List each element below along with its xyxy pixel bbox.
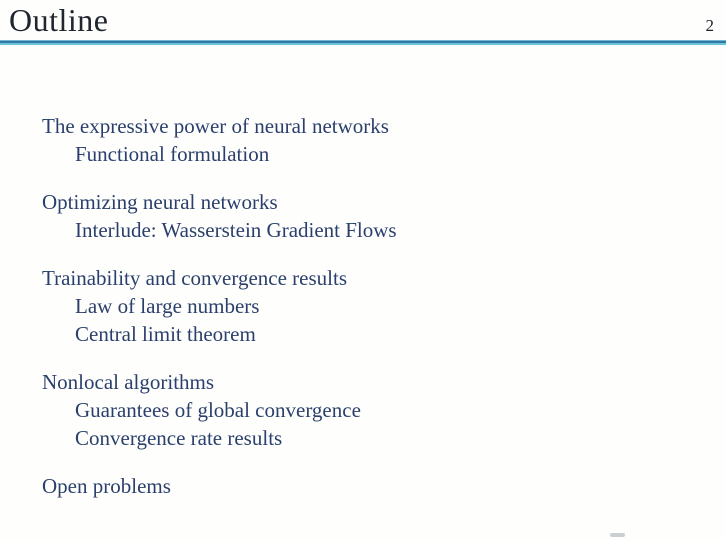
outline-list: [0, 45, 726, 500]
outline-subitem: Central limit theorem: [75, 322, 256, 346]
outline-subitem: Functional formulation: [75, 142, 270, 166]
outline-subitem: Convergence rate results: [75, 426, 283, 450]
outline-group: [42, 188, 706, 244]
slide-title: Outline: [9, 2, 109, 38]
outline-subitem: Guarantees of global convergence: [75, 398, 361, 422]
outline-item: Optimizing neural networks: [42, 190, 278, 214]
outline-item: The expressive power of neural networks: [42, 114, 389, 138]
outline-group: [42, 264, 706, 348]
outline-group: [42, 472, 706, 500]
outline-group: [42, 112, 706, 168]
outline-subitem: Interlude: Wasserstein Gradient Flows: [75, 218, 397, 242]
outline-subitem: Law of large numbers: [75, 294, 260, 318]
page-number: 2: [705, 16, 714, 35]
outline-item: Open problems: [42, 474, 171, 498]
outline-item: Nonlocal algorithms: [42, 370, 215, 394]
slide-header: [0, 0, 726, 40]
outline-group: [42, 368, 706, 452]
outline-item: Trainability and convergence results: [42, 266, 348, 290]
cursor-artifact: [610, 533, 625, 537]
